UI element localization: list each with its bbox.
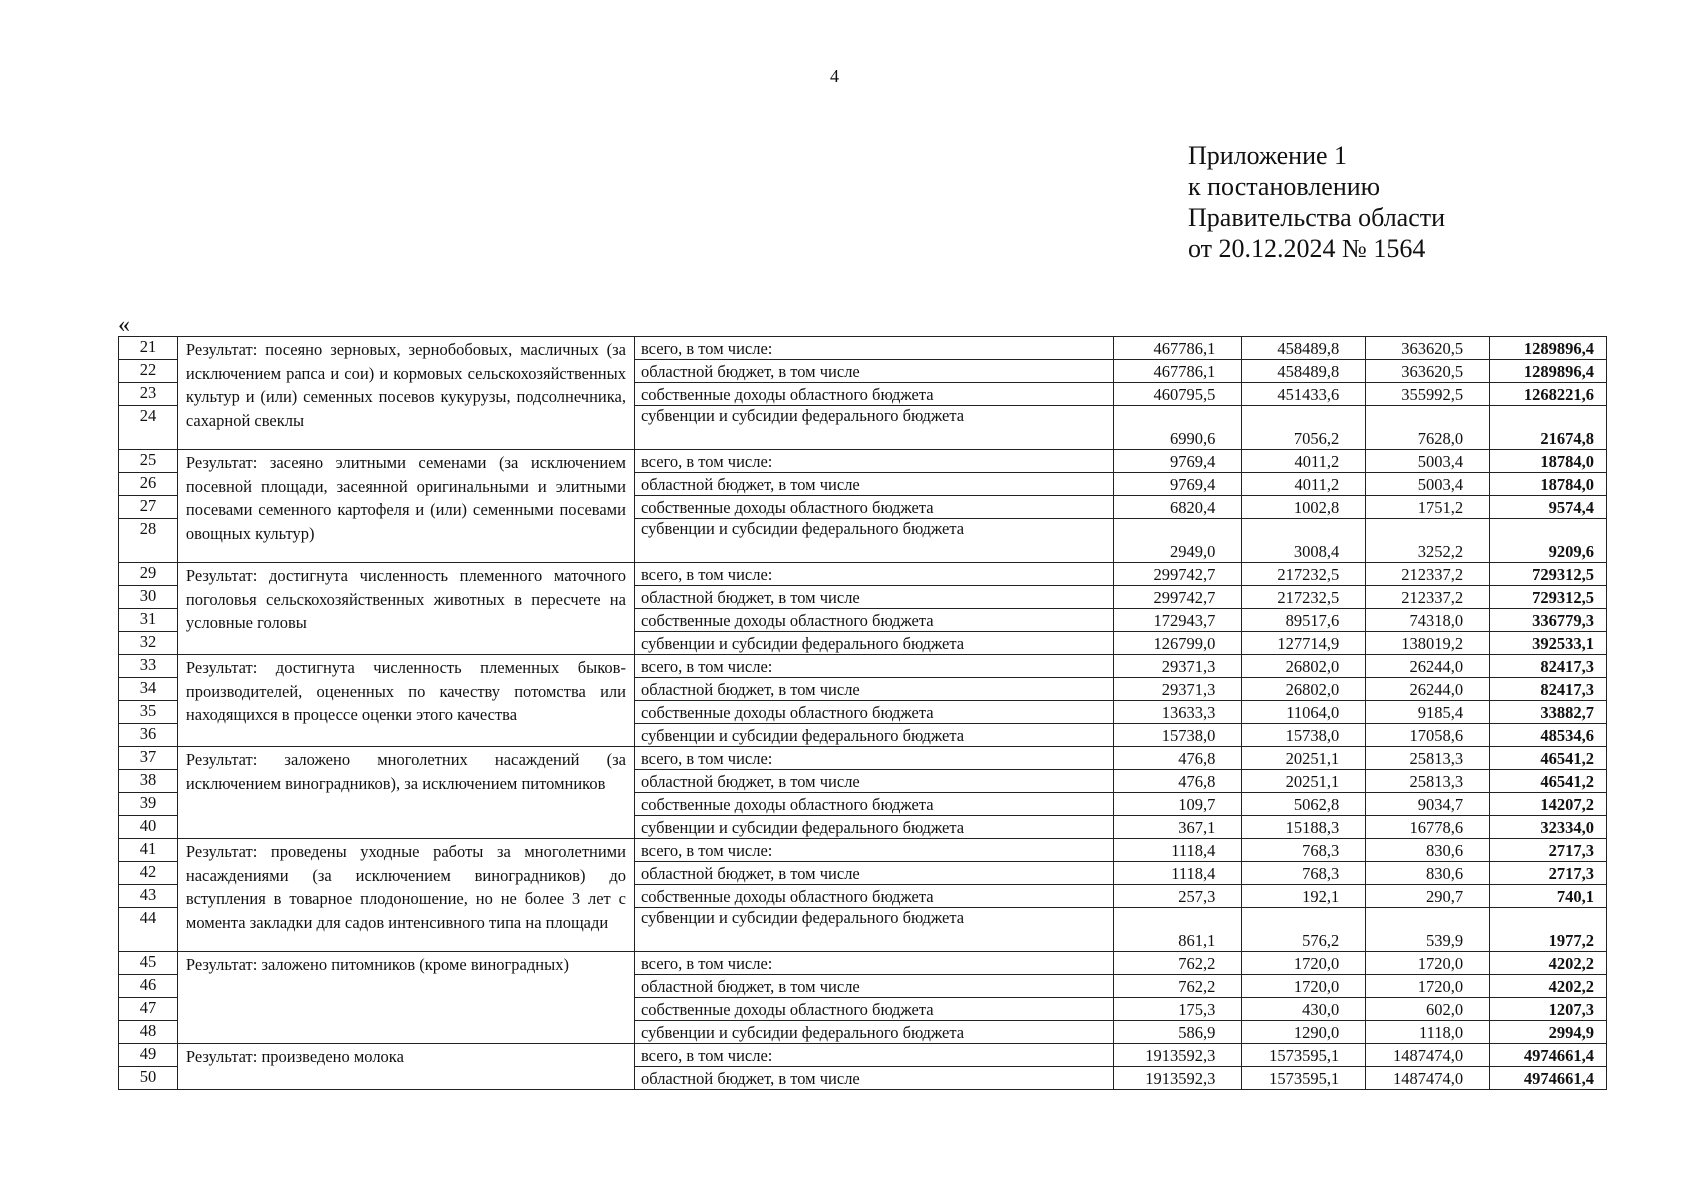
funding-category: собственные доходы областного бюджета [634,701,1113,724]
funding-category: собственные доходы областного бюджета [634,383,1113,406]
value-year-2: 89517,6 [1242,609,1366,632]
value-year-2: 4011,2 [1242,473,1366,496]
value-total: 82417,3 [1490,678,1607,701]
value-year-3: 25813,3 [1366,747,1490,770]
funding-category: всего, в том числе: [634,655,1113,678]
value-total: 4974661,4 [1490,1067,1607,1090]
row-number: 34 [119,678,178,701]
value-year-3: 1720,0 [1366,975,1490,998]
row-number: 25 [119,450,178,473]
value-total: 1268221,6 [1490,383,1607,406]
value-total: 2717,3 [1490,862,1607,885]
funding-category: субвенции и субсидии федерального бюджета [634,816,1113,839]
page-number: 4 [830,66,839,86]
appendix-line: Приложение 1 [1188,141,1348,170]
result-description: Результат: посеяно зерновых, зернобобовых, масличных (за исключением рапса и сои) и кормовых сельскохозяйственных культур и (или) семенных посевов кукурузы, подсолнечника, сахарной свеклы [177,337,634,450]
value-year-1: 476,8 [1114,747,1242,770]
row-number: 23 [119,383,178,406]
value-year-3: 830,6 [1366,839,1490,862]
value-year-1: 29371,3 [1114,655,1242,678]
funding-category: собственные доходы областного бюджета [634,998,1113,1021]
value-total: 18784,0 [1490,473,1607,496]
funding-category: областной бюджет, в том числе [634,770,1113,793]
value-year-2: 11064,0 [1242,701,1366,724]
value-total: 82417,3 [1490,655,1607,678]
appendix-line: Правительства области [1188,203,1446,232]
value-year-1: 1118,4 [1114,839,1242,862]
row-number: 21 [119,337,178,360]
row-number: 29 [119,563,178,586]
row-number: 47 [119,998,178,1021]
row-number: 42 [119,862,178,885]
funding-category: собственные доходы областного бюджета [634,609,1113,632]
value-year-3: 25813,3 [1366,770,1490,793]
value-year-3: 290,7 [1366,885,1490,908]
value-year-3: 9185,4 [1366,701,1490,724]
value-year-1: 126799,0 [1114,632,1242,655]
row-number: 40 [119,816,178,839]
table-row [119,839,1607,862]
row-number: 41 [119,839,178,862]
value-year-1: 9769,4 [1114,473,1242,496]
value-year-3: 138019,2 [1366,632,1490,655]
value-year-1: 1118,4 [1114,862,1242,885]
value-year-2: 20251,1 [1242,770,1366,793]
row-number: 35 [119,701,178,724]
funding-category: всего, в том числе: [634,747,1113,770]
value-year-3: 1487474,0 [1366,1044,1490,1067]
value-year-2: 576,2 [1242,908,1366,952]
value-total: 33882,7 [1490,701,1607,724]
value-year-2: 1573595,1 [1242,1044,1366,1067]
value-year-3: 212337,2 [1366,586,1490,609]
value-total: 9209,6 [1490,519,1607,563]
funding-category: областной бюджет, в том числе [634,678,1113,701]
funding-category: субвенции и субсидии федерального бюджета [634,908,1113,952]
value-year-1: 467786,1 [1114,360,1242,383]
value-year-2: 192,1 [1242,885,1366,908]
value-year-3: 212337,2 [1366,563,1490,586]
value-year-1: 175,3 [1114,998,1242,1021]
value-total: 9574,4 [1490,496,1607,519]
value-year-2: 5062,8 [1242,793,1366,816]
funding-category: областной бюджет, в том числе [634,975,1113,998]
table-row [119,337,1607,360]
funding-category: всего, в том числе: [634,839,1113,862]
value-year-3: 1487474,0 [1366,1067,1490,1090]
row-number: 33 [119,655,178,678]
value-total: 4974661,4 [1490,1044,1607,1067]
result-description: Результат: достигнута численность племенных быков-производителей, оцененных по качеству потомства или находящихся в процессе оценки этого качества [177,655,634,747]
table-body [119,337,1607,1090]
value-year-1: 9769,4 [1114,450,1242,473]
value-year-1: 762,2 [1114,975,1242,998]
value-total: 1977,2 [1490,908,1607,952]
value-year-2: 217232,5 [1242,563,1366,586]
value-year-1: 762,2 [1114,952,1242,975]
result-description: Результат: заложено многолетних насаждений (за исключением виноградников), за исключением питомников [177,747,634,839]
table-row [119,952,1607,975]
funding-category: всего, в том числе: [634,337,1113,360]
funding-category: субвенции и субсидии федерального бюджета [634,632,1113,655]
row-number: 49 [119,1044,178,1067]
value-year-2: 1573595,1 [1242,1067,1366,1090]
value-year-2: 458489,8 [1242,337,1366,360]
row-number: 36 [119,724,178,747]
result-description: Результат: произведено молока [177,1044,634,1090]
value-year-1: 2949,0 [1114,519,1242,563]
table-row [119,747,1607,770]
row-number: 32 [119,632,178,655]
row-number: 31 [119,609,178,632]
value-year-3: 539,9 [1366,908,1490,952]
value-year-2: 20251,1 [1242,747,1366,770]
value-year-3: 363620,5 [1366,337,1490,360]
row-number: 44 [119,908,178,952]
row-number: 38 [119,770,178,793]
value-year-1: 257,3 [1114,885,1242,908]
funding-category: всего, в том числе: [634,952,1113,975]
value-total: 1289896,4 [1490,360,1607,383]
value-year-2: 768,3 [1242,862,1366,885]
value-year-2: 26802,0 [1242,678,1366,701]
value-year-1: 299742,7 [1114,586,1242,609]
funding-category: областной бюджет, в том числе [634,1067,1113,1090]
funding-category: субвенции и субсидии федерального бюджета [634,1021,1113,1044]
value-year-3: 1751,2 [1366,496,1490,519]
value-year-1: 476,8 [1114,770,1242,793]
value-year-2: 430,0 [1242,998,1366,1021]
result-description: Результат: проведены уходные работы за многолетними насаждениями (за исключением виноградников) до вступления в товарное плодоношение, но не более 3 лет с момента закладки для садов интенсивного типа на площади [177,839,634,952]
row-number: 50 [119,1067,178,1090]
value-year-2: 127714,9 [1242,632,1366,655]
value-year-2: 1720,0 [1242,952,1366,975]
appendix-header [1188,140,1445,264]
value-year-2: 26802,0 [1242,655,1366,678]
value-year-2: 1002,8 [1242,496,1366,519]
value-total: 4202,2 [1490,952,1607,975]
value-year-2: 217232,5 [1242,586,1366,609]
appendix-line: от 20.12.2024 № 1564 [1188,234,1426,263]
value-year-3: 5003,4 [1366,473,1490,496]
value-total: 729312,5 [1490,586,1607,609]
value-year-1: 586,9 [1114,1021,1242,1044]
value-total: 336779,3 [1490,609,1607,632]
value-year-3: 1118,0 [1366,1021,1490,1044]
value-total: 1207,3 [1490,998,1607,1021]
value-total: 1289896,4 [1490,337,1607,360]
value-year-1: 6820,4 [1114,496,1242,519]
value-year-1: 15738,0 [1114,724,1242,747]
value-year-2: 1720,0 [1242,975,1366,998]
funding-category: всего, в том числе: [634,563,1113,586]
table-row [119,563,1607,586]
value-year-3: 1720,0 [1366,952,1490,975]
value-year-1: 172943,7 [1114,609,1242,632]
funding-category: областной бюджет, в том числе [634,862,1113,885]
value-total: 729312,5 [1490,563,1607,586]
row-number: 46 [119,975,178,998]
value-total: 21674,8 [1490,406,1607,450]
row-number: 26 [119,473,178,496]
row-number: 28 [119,519,178,563]
opening-quote: « [118,312,130,338]
value-year-3: 5003,4 [1366,450,1490,473]
value-year-1: 109,7 [1114,793,1242,816]
value-year-3: 9034,7 [1366,793,1490,816]
budget-table [118,336,1607,1090]
value-year-2: 15188,3 [1242,816,1366,839]
value-total: 32334,0 [1490,816,1607,839]
result-description: Результат: достигнута численность племенного маточного поголовья сельскохозяйственных животных в пересчете на условные головы [177,563,634,655]
row-number: 45 [119,952,178,975]
funding-category: собственные доходы областного бюджета [634,885,1113,908]
value-year-2: 15738,0 [1242,724,1366,747]
funding-category: собственные доходы областного бюджета [634,496,1113,519]
funding-category: областной бюджет, в том числе [634,473,1113,496]
value-year-3: 7628,0 [1366,406,1490,450]
value-year-2: 458489,8 [1242,360,1366,383]
value-year-3: 3252,2 [1366,519,1490,563]
value-year-1: 6990,6 [1114,406,1242,450]
funding-category: собственные доходы областного бюджета [634,793,1113,816]
value-total: 14207,2 [1490,793,1607,816]
table-row [119,450,1607,473]
value-total: 392533,1 [1490,632,1607,655]
result-description: Результат: заложено питомников (кроме виноградных) [177,952,634,1044]
value-year-3: 355992,5 [1366,383,1490,406]
value-year-2: 451433,6 [1242,383,1366,406]
value-total: 46541,2 [1490,770,1607,793]
value-year-3: 830,6 [1366,862,1490,885]
funding-category: всего, в том числе: [634,1044,1113,1067]
value-year-3: 26244,0 [1366,678,1490,701]
value-total: 48534,6 [1490,724,1607,747]
value-year-1: 467786,1 [1114,337,1242,360]
value-year-1: 1913592,3 [1114,1067,1242,1090]
value-year-3: 26244,0 [1366,655,1490,678]
row-number: 48 [119,1021,178,1044]
value-year-3: 74318,0 [1366,609,1490,632]
row-number: 43 [119,885,178,908]
value-year-3: 17058,6 [1366,724,1490,747]
row-number: 22 [119,360,178,383]
value-year-2: 768,3 [1242,839,1366,862]
value-year-1: 460795,5 [1114,383,1242,406]
value-total: 4202,2 [1490,975,1607,998]
value-total: 18784,0 [1490,450,1607,473]
funding-category: субвенции и субсидии федерального бюджета [634,406,1113,450]
value-year-2: 1290,0 [1242,1021,1366,1044]
value-year-3: 363620,5 [1366,360,1490,383]
row-number: 27 [119,496,178,519]
funding-category: областной бюджет, в том числе [634,586,1113,609]
value-year-1: 1913592,3 [1114,1044,1242,1067]
row-number: 37 [119,747,178,770]
value-year-1: 861,1 [1114,908,1242,952]
value-year-2: 7056,2 [1242,406,1366,450]
value-year-3: 16778,6 [1366,816,1490,839]
funding-category: всего, в том числе: [634,450,1113,473]
table-row [119,1044,1607,1067]
value-year-2: 3008,4 [1242,519,1366,563]
value-total: 2717,3 [1490,839,1607,862]
appendix-line: к постановлению [1188,172,1381,201]
value-total: 2994,9 [1490,1021,1607,1044]
funding-category: субвенции и субсидии федерального бюджета [634,519,1113,563]
row-number: 24 [119,406,178,450]
funding-category: областной бюджет, в том числе [634,360,1113,383]
value-year-1: 367,1 [1114,816,1242,839]
value-total: 46541,2 [1490,747,1607,770]
row-number: 39 [119,793,178,816]
value-total: 740,1 [1490,885,1607,908]
value-year-1: 13633,3 [1114,701,1242,724]
result-description: Результат: засеяно элитными семенами (за исключением посевной площади, засеянной оригинальными и элитными посевами семенного картофеля и (или) семенными посевами овощных культур) [177,450,634,563]
row-number: 30 [119,586,178,609]
value-year-2: 4011,2 [1242,450,1366,473]
funding-category: субвенции и субсидии федерального бюджета [634,724,1113,747]
value-year-1: 29371,3 [1114,678,1242,701]
value-year-1: 299742,7 [1114,563,1242,586]
value-year-3: 602,0 [1366,998,1490,1021]
table-row [119,655,1607,678]
